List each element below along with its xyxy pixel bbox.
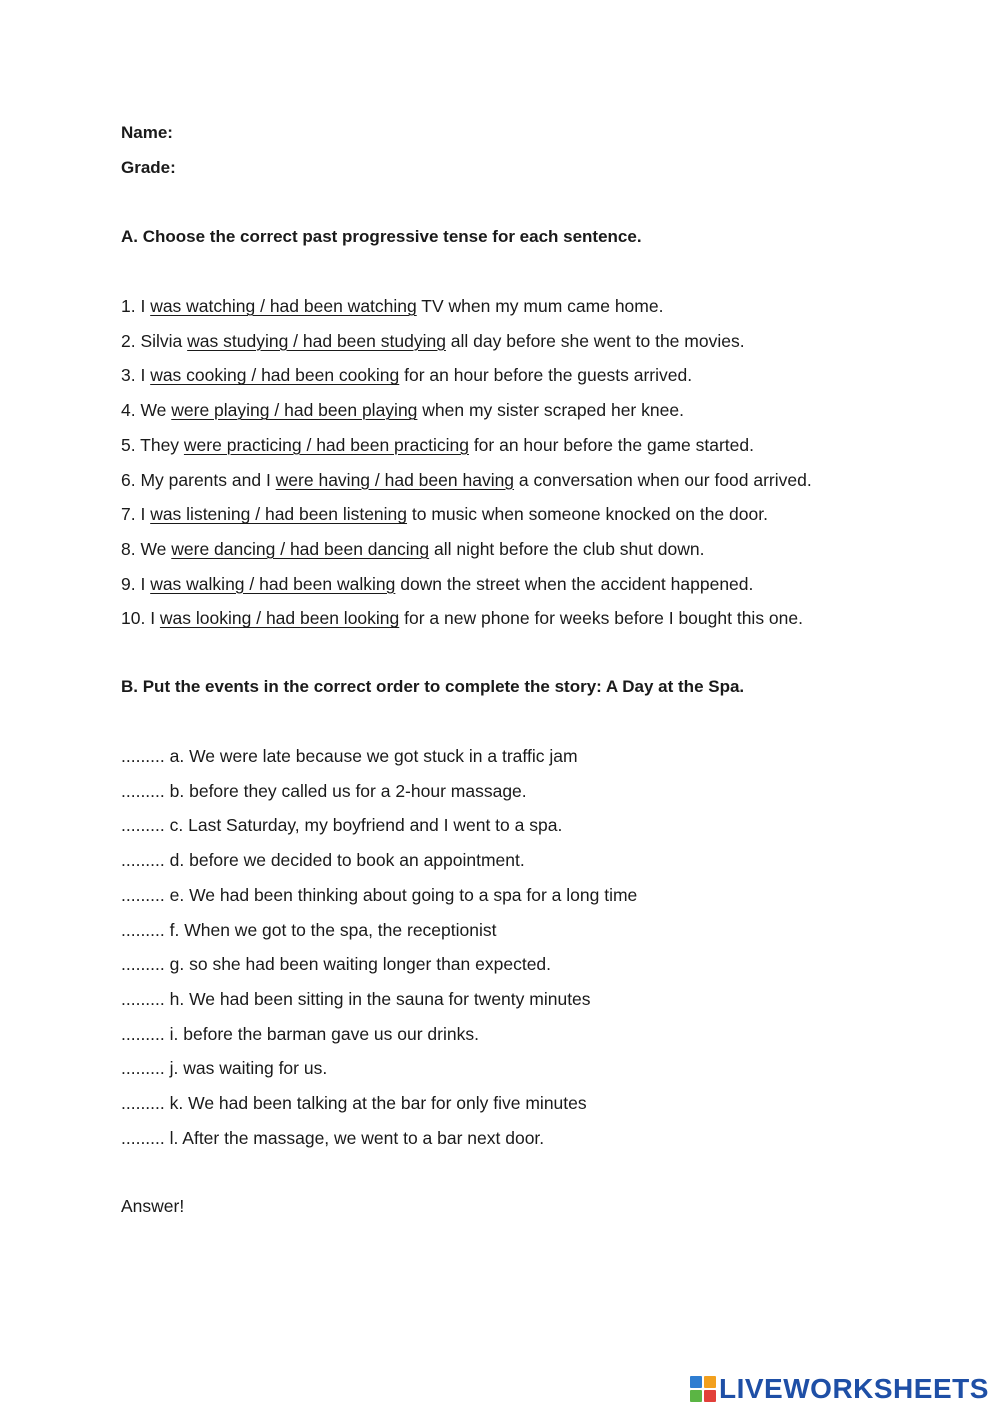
sentence-prefix: 3. I [121, 365, 151, 386]
section-b-item [121, 745, 578, 767]
tense-choice[interactable]: was looking / had been looking [159, 608, 400, 629]
tense-choice[interactable]: was studying / had been studying [187, 330, 446, 351]
event-text: g. so she had been waiting longer than expected. [169, 954, 552, 975]
order-blank[interactable]: ......... [121, 850, 165, 871]
logo-square-1 [690, 1376, 702, 1388]
grade-label: Grade: [121, 158, 176, 177]
sentence-prefix: 6. My parents and I [121, 469, 276, 490]
tense-choice[interactable]: were having / had been having [275, 469, 515, 490]
tense-choice[interactable]: was cooking / had been cooking [150, 365, 400, 386]
section-a-item [121, 469, 812, 491]
section-b-item [121, 780, 527, 802]
order-blank[interactable]: ......... [121, 919, 165, 940]
section-b-item [121, 1127, 544, 1149]
event-text: f. When we got to the spa, the receptionist [169, 919, 497, 940]
order-blank[interactable]: ......... [121, 1058, 165, 1079]
event-text: j. was waiting for us. [169, 1058, 328, 1079]
section-b-item [121, 953, 551, 975]
liveworksheets-logo-icon [690, 1376, 716, 1402]
section-a-item [121, 607, 803, 629]
event-text: h. We had been sitting in the sauna for twenty minutes [169, 988, 591, 1009]
event-text: e. We had been thinking about going to a spa for a long time [169, 884, 638, 905]
sentence-prefix: 10. I [121, 608, 160, 629]
tense-choice[interactable]: was listening / had been listening [150, 504, 408, 525]
sentence-prefix: 4. We [121, 400, 172, 421]
sentence-suffix: to music when someone knocked on the door. [407, 504, 768, 525]
event-text: i. before the barman gave us our drinks. [169, 1023, 479, 1044]
event-text: a. We were late because we got stuck in a traffic jam [169, 746, 578, 766]
section-b-item [121, 1057, 327, 1079]
order-blank[interactable]: ......... [121, 988, 165, 1009]
order-blank[interactable]: ......... [121, 954, 165, 975]
logo-square-2 [704, 1376, 716, 1388]
event-text: c. Last Saturday, my boyfriend and I went to a spa. [169, 815, 563, 836]
event-text: b. before they called us for a 2-hour massage. [169, 780, 527, 801]
order-blank[interactable]: ......... [121, 884, 165, 905]
section-a-item [121, 364, 692, 386]
sentence-suffix: for a new phone for weeks before I bought this one. [399, 608, 803, 629]
section-a-item [121, 503, 768, 525]
section-b-title: B. Put the events in the correct order to complete the story: A Day at the Spa. [121, 677, 745, 696]
logo-square-3 [690, 1390, 702, 1402]
sentence-prefix: 7. I [121, 504, 151, 525]
event-text: k. We had been talking at the bar for only five minutes [169, 1093, 587, 1113]
sentence-suffix: TV when my mum came home. [416, 296, 664, 316]
section-b-item [121, 988, 591, 1010]
section-a-item [121, 538, 704, 560]
section-a-item [121, 573, 753, 595]
order-blank[interactable]: ......... [121, 815, 165, 836]
answer-label: Answer! [121, 1196, 185, 1216]
name-label: Name: [121, 123, 173, 142]
sentence-suffix: when my sister scraped her knee. [417, 400, 684, 421]
order-blank[interactable]: ......... [121, 780, 165, 801]
tense-choice[interactable]: was watching / had been watching [150, 296, 417, 316]
order-blank[interactable]: ......... [121, 1127, 165, 1148]
sentence-suffix: down the street when the accident happened. [395, 573, 754, 594]
section-b-item [121, 814, 562, 836]
sentence-prefix: 2. Silvia [121, 330, 188, 351]
sentence-suffix: for an hour before the guests arrived. [399, 365, 693, 386]
sentence-prefix: 5. They [121, 434, 184, 455]
sentence-suffix: all night before the club shut down. [429, 538, 705, 559]
sentence-suffix: a conversation when our food arrived. [514, 469, 812, 490]
tense-choice[interactable]: were practicing / had been practicing [183, 434, 469, 455]
order-blank[interactable]: ......... [121, 1093, 165, 1113]
tense-choice[interactable]: were playing / had been playing [171, 400, 418, 421]
liveworksheets-logo [690, 1372, 989, 1406]
section-a-title: A. Choose the correct past progressive tense for each sentence. [121, 227, 642, 246]
order-blank[interactable]: ......... [121, 1023, 165, 1044]
logo-text: LIVEWORKSHEETS [719, 1373, 989, 1404]
tense-choice[interactable]: were dancing / had been dancing [171, 538, 430, 559]
section-a-item [121, 330, 745, 352]
section-a-item [121, 434, 754, 456]
sentence-prefix: 9. I [121, 573, 151, 594]
sentence-prefix: 8. We [121, 538, 172, 559]
sentence-suffix: for an hour before the game started. [468, 434, 754, 455]
section-b-item [121, 1023, 479, 1045]
logo-square-4 [704, 1390, 716, 1402]
section-b-item [121, 919, 497, 941]
sentence-prefix: 1. I [121, 296, 151, 316]
section-a-item [121, 399, 684, 421]
sentence-suffix: all day before she went to the movies. [445, 330, 745, 351]
section-a-item [121, 295, 663, 317]
event-text: l. After the massage, we went to a bar next door. [169, 1127, 545, 1148]
section-b-item [121, 1092, 587, 1114]
section-b-item [121, 849, 525, 871]
tense-choice[interactable]: was walking / had been walking [150, 573, 396, 594]
order-blank[interactable]: ......... [121, 746, 165, 766]
section-b-item [121, 884, 637, 906]
event-text: d. before we decided to book an appointment. [169, 850, 525, 871]
